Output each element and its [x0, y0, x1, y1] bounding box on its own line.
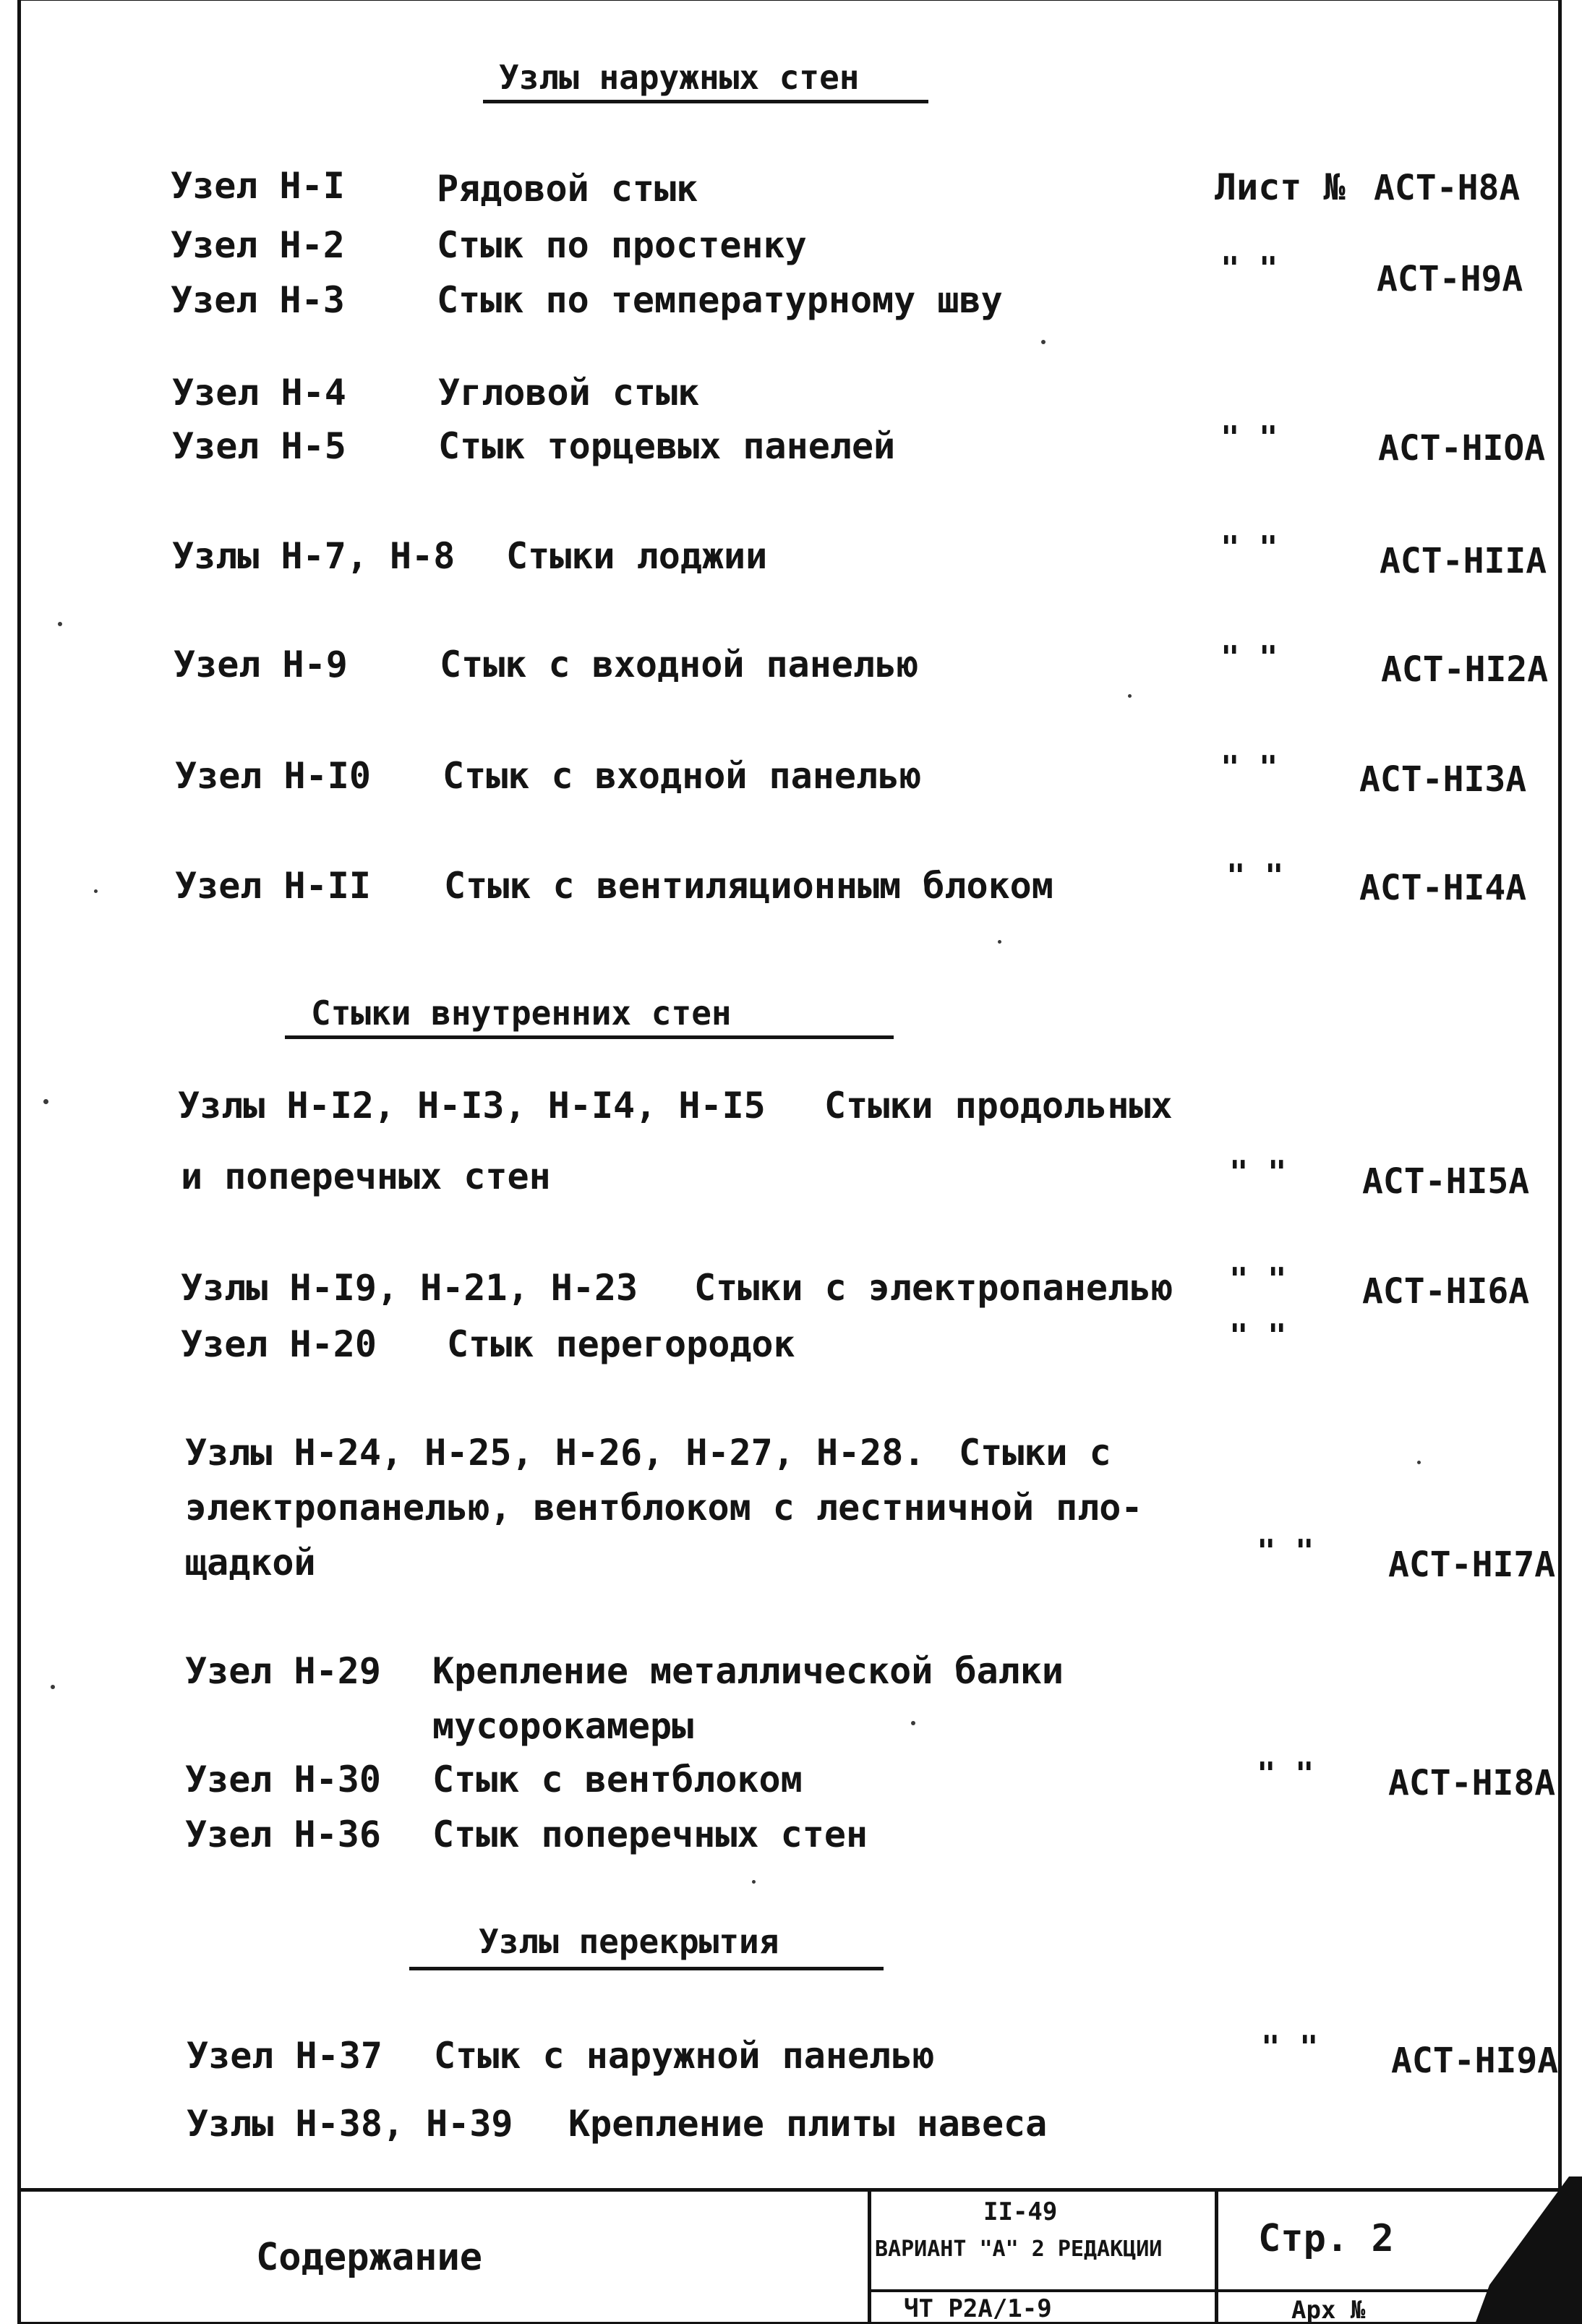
- stamp-page-number: Стр. 2: [1258, 2217, 1394, 2260]
- node-label: Узел Н-5: [172, 425, 346, 467]
- node-description: Стыки лоджии: [506, 535, 768, 577]
- scan-noise: [58, 622, 62, 626]
- stamp-series: II-49: [983, 2197, 1058, 2226]
- sheet-number: АСТ-НI8А: [1388, 1763, 1556, 1803]
- sheet-number: АСТ-НI9А: [1391, 2041, 1559, 2081]
- node-description: Крепление плиты навеса: [568, 2103, 1048, 2145]
- sheet-number: АСТ-НIOА: [1378, 428, 1546, 469]
- ditto-marks: " ": [1257, 1756, 1314, 1793]
- ditto-marks: " ": [1229, 1317, 1287, 1354]
- node-description: Стык торцевых панелей: [438, 425, 896, 467]
- node-description: электропанелью, вентблоком с лестничной пло-: [185, 1487, 1143, 1529]
- scan-noise: [998, 940, 1001, 944]
- sheet-number: АСТ-НI3А: [1359, 759, 1527, 800]
- node-label: Узлы Н-24, Н-25, Н-26, Н-27, Н-28.: [185, 1432, 925, 1474]
- stamp-top-border: [17, 2188, 1562, 2192]
- node-label: Узлы Н-I9, Н-21, Н-23: [181, 1267, 638, 1309]
- sheet-number: АСТ-НI5А: [1362, 1161, 1530, 1202]
- node-label: Узел Н-4: [172, 372, 346, 414]
- section-underline: [285, 1035, 894, 1039]
- node-label: Узел Н-20: [181, 1323, 377, 1365]
- sheet-number: АСТ-Н9А: [1377, 259, 1523, 299]
- scan-noise: [911, 1721, 915, 1725]
- ditto-marks: " ": [1220, 749, 1278, 786]
- node-description: Стык по температурному шву: [437, 279, 1003, 321]
- node-label: Узел Н-2: [171, 224, 345, 266]
- node-label: Узел Н-I: [171, 165, 345, 207]
- ditto-marks: " ": [1257, 1533, 1314, 1570]
- scan-noise: [1417, 1461, 1421, 1464]
- node-label: Узел Н-3: [171, 279, 345, 321]
- node-description: Стык с входной панелью: [440, 644, 919, 685]
- section-underline: [409, 1967, 884, 1970]
- node-description: Стык поперечных стен: [432, 1814, 868, 1855]
- stamp-variant: ВАРИАНТ "А" 2 РЕДАКЦИИ: [875, 2237, 1163, 2262]
- corner-stamp-mark: [1461, 2176, 1582, 2324]
- node-label: Узел Н-36: [185, 1814, 381, 1855]
- node-description: Стыки с электропанелью: [694, 1267, 1173, 1309]
- sheet-number: АСТ-НI6А: [1362, 1271, 1530, 1312]
- node-description: Стык перегородок: [447, 1323, 795, 1365]
- section-title-floor: Узлы перекрытия: [479, 1922, 779, 1961]
- scan-noise: [94, 889, 98, 893]
- node-description: Стык с вентблоком: [432, 1759, 803, 1800]
- node-description: мусорокамеры: [432, 1705, 694, 1747]
- node-description: Стыки продольных: [824, 1085, 1173, 1127]
- node-label: Узел Н-II: [175, 865, 371, 907]
- node-label: Узел Н-30: [185, 1759, 381, 1800]
- stamp-divider: [868, 2188, 871, 2324]
- stamp-row-divider: [868, 2289, 1562, 2292]
- sheet-prefix: Лист №: [1215, 166, 1346, 208]
- sheet-number: АСТ-НI2А: [1381, 649, 1549, 690]
- node-description: и поперечных стен: [181, 1155, 551, 1197]
- node-label: Узлы Н-I2, Н-I3, Н-I4, Н-I5: [178, 1085, 766, 1127]
- node-description: Крепление металлической балки: [432, 1650, 1064, 1692]
- scan-noise: [752, 1880, 756, 1884]
- scan-noise: [43, 1099, 48, 1104]
- sheet-number: АСТ-НI4А: [1359, 868, 1527, 908]
- stamp-code: ЧТ Р2А/1-9: [904, 2294, 1052, 2323]
- ditto-marks: " ": [1220, 639, 1278, 676]
- node-description: Стык с вентиляционным блоком: [444, 865, 1053, 907]
- ditto-marks: " ": [1229, 1154, 1287, 1191]
- node-label: Узлы Н-38, Н-39: [187, 2103, 513, 2145]
- ditto-marks: " ": [1261, 2029, 1319, 2066]
- node-description: Стык с входной панелью: [442, 755, 922, 797]
- node-description: щадкой: [185, 1542, 316, 1584]
- node-label: Узел Н-I0: [175, 755, 371, 797]
- node-description: Рядовой стык: [437, 168, 698, 210]
- sheet-number: АСТ-Н8А: [1374, 168, 1521, 208]
- node-description: Угловой стык: [438, 372, 700, 414]
- ditto-marks: " ": [1220, 250, 1278, 287]
- section-title-outer-walls: Узлы наружных стен: [499, 58, 860, 97]
- ditto-marks: " ": [1220, 419, 1278, 456]
- sheet-number: АСТ-НI7А: [1388, 1545, 1556, 1585]
- ditto-marks: " ": [1229, 1261, 1287, 1298]
- sheet-number: АСТ-НIIА: [1380, 541, 1547, 581]
- stamp-title: Содержание: [256, 2236, 483, 2279]
- node-description: Стыки с: [959, 1432, 1111, 1474]
- section-title-inner-walls: Стыки внутренних стен: [311, 994, 732, 1033]
- section-underline: [483, 100, 928, 103]
- scan-noise: [1128, 694, 1132, 698]
- stamp-archive-number: Арх №: [1291, 2296, 1366, 2324]
- ditto-marks: " ": [1226, 858, 1284, 894]
- ditto-marks: " ": [1220, 529, 1278, 566]
- scan-noise: [51, 1685, 55, 1689]
- node-description: Стык по простенку: [437, 224, 807, 266]
- node-description: Стык с наружной панелью: [434, 2035, 935, 2077]
- node-label: Узел Н-29: [185, 1650, 381, 1692]
- node-label: Узел Н-9: [174, 644, 348, 685]
- node-label: Узлы Н-7, Н-8: [172, 535, 456, 577]
- node-label: Узел Н-37: [187, 2035, 382, 2077]
- scan-noise: [1041, 340, 1046, 344]
- stamp-divider: [1215, 2188, 1218, 2324]
